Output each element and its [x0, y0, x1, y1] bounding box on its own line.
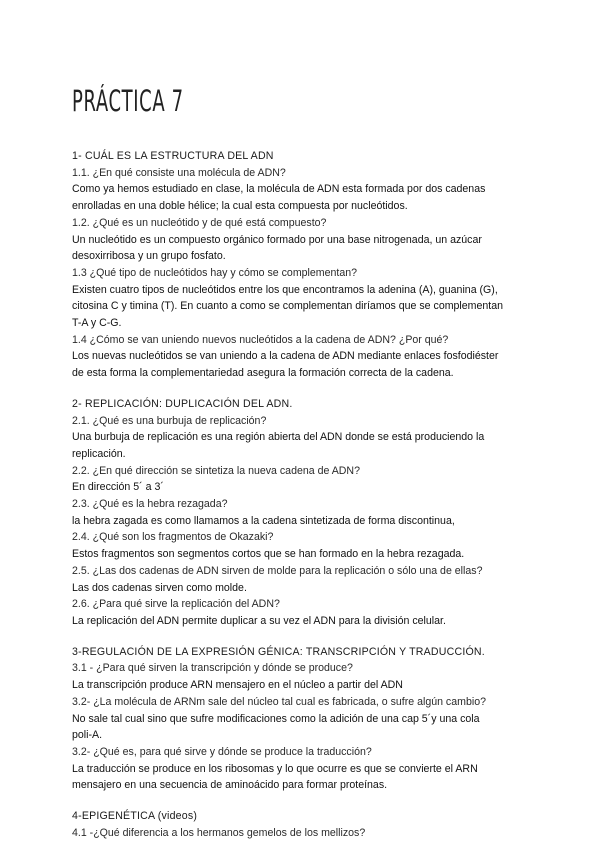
question-line: 4.1 -¿Qué diferencia a los hermanos gemelos de los mellizos?	[72, 826, 366, 839]
question-line: 1.2. ¿Qué es un nucleótido y de qué está compuesto?	[72, 216, 327, 229]
question-line: 2.2. ¿En qué dirección se sintetiza la nueva cadena de ADN?	[72, 464, 360, 477]
answer-line: Estos fragmentos son segmentos cortos que se han formado en la hebra rezagada.	[72, 548, 465, 561]
question-line: 3.2- ¿La molécula de ARNm sale del núcleo tal cual es fabricada, o sufre algún cambio?	[72, 695, 486, 708]
answer-line: de esta forma la complementariedad asegura la formación correcta de la cadena.	[72, 367, 454, 380]
answer-line: No sale tal cual sino que sufre modificaciones como la adición de una cap 5´y una cola	[72, 712, 480, 725]
section-estructura-adn	[72, 148, 542, 382]
answer-line: En dirección 5´ a 3´	[72, 481, 164, 494]
answer-line: T-A y C-G.	[72, 317, 122, 330]
question-line: 2.1. ¿Qué es una burbuja de replicación?	[72, 414, 267, 427]
question-line: 2.4. ¿Qué son los fragmentos de Okazaki?	[72, 531, 274, 544]
answer-line: Existen cuatro tipos de nucleótidos entre los que encontramos la adenina (A), guanina (G),	[72, 283, 498, 296]
section-heading: 3-REGULACIÓN DE LA EXPRESIÓN GÉNICA: TRANSCRIPCIÓN Y TRADUCCIÓN.	[72, 645, 485, 658]
answer-line: enrolladas en una doble hélice; la cual esta compuesta por nucleótidos.	[72, 200, 408, 213]
section-replicacion	[72, 396, 542, 630]
question-line: 2.5. ¿Las dos cadenas de ADN sirven de molde para la replicación o sólo una de ellas?	[72, 564, 483, 577]
answer-line: mensajero en una secuencia de aminoácido para formar proteínas.	[72, 779, 388, 792]
answer-line: Los nuevas nucleótidos se van uniendo a la cadena de ADN mediante enlaces fosfodiéster	[72, 350, 499, 363]
answer-line: La traducción se produce en los ribosomas y lo que ocurre es que se convierte el ARN	[72, 762, 478, 775]
section-epigenetica	[72, 808, 542, 841]
section-heading: 1- CUÁL ES LA ESTRUCTURA DEL ADN	[72, 150, 274, 162]
answer-line: la hebra zagada es como llamamos a la cadena sintetizada de forma discontinua,	[72, 514, 455, 527]
question-line: 1.3 ¿Qué tipo de nucleótidos hay y cómo se complementan?	[72, 266, 358, 279]
section-heading: 2- REPLICACIÓN: DUPLICACIÓN DEL ADN.	[72, 397, 293, 410]
answer-line: La transcripción produce ARN mensajero en el núcleo a partir del ADN	[72, 679, 403, 692]
question-line: 2.6. ¿Para qué sirve la replicación del ADN?	[72, 598, 280, 611]
question-line: 3.1 - ¿Para qué sirven la transcripción y dónde se produce?	[72, 662, 353, 675]
question-line: 1.1. ¿En qué consiste una molécula de ADN?	[72, 166, 286, 179]
answer-line: Como ya hemos estudiado en clase, la molécula de ADN esta formada por dos cadenas	[72, 183, 486, 196]
question-line: 3.2- ¿Qué es, para qué sirve y dónde se produce la traducción?	[72, 745, 372, 758]
answer-line: citosina C y timina (T). En cuanto a como se complementan diríamos que se complementan	[72, 300, 504, 313]
answer-line: desoxirribosa y un grupo fosfato.	[72, 250, 226, 263]
answer-line: Una burbuja de replicación es una región abierta del ADN donde se está produciendo la	[72, 431, 485, 444]
section-heading: 4-EPIGENÉTICA (videos)	[72, 810, 198, 823]
question-line: 1.4 ¿Cómo se van uniendo nuevos nucleótidos a la cadena de ADN? ¿Por qué?	[72, 333, 449, 346]
answer-line: replicación.	[72, 447, 126, 460]
answer-line: poli-A.	[72, 729, 103, 742]
answer-line: Un nucleótido es un compuesto orgánico formado por una base nitrogenada, un azúcar	[72, 233, 482, 246]
document-body	[72, 148, 542, 855]
answer-line: Las dos cadenas sirven como molde.	[72, 581, 247, 594]
page-title: PRÁCTICA 7	[72, 84, 184, 118]
question-line: 2.3. ¿Qué es la hebra rezagada?	[72, 498, 228, 511]
section-regulacion-expresion	[72, 644, 542, 794]
answer-line: La replicación del ADN permite duplicar a su vez el ADN para la división celular.	[72, 614, 446, 627]
